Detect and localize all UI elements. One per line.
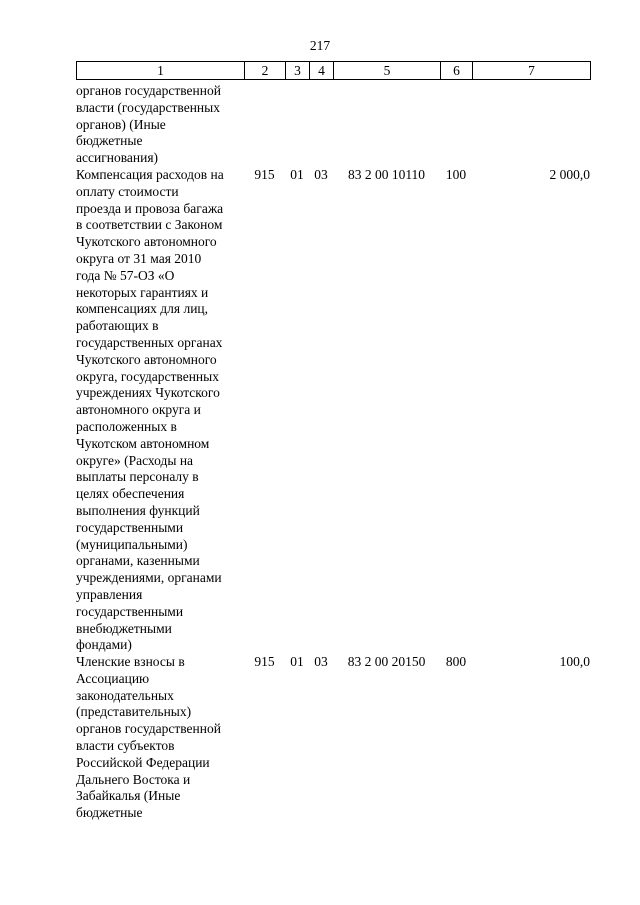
row-section: 01 [290,654,304,670]
row-ministry: 915 [254,166,275,182]
row-amount: 2 000,0 [549,166,590,182]
row-amount [472,83,590,167]
column-header-table [76,61,591,80]
column-header-4: 4 [310,62,334,80]
column-header-3: 3 [286,62,310,80]
row-description: Членские взносы в Ассоциацию законодательных (представительных) органов государственной власти субъектов Российской Федерации Дальнего Востока и Забайкалья (Иные бюджетные [76,654,221,821]
row-expense-type [440,83,472,167]
row-expense-type: 800 [445,654,467,670]
row-description: органов государственной власти (государственных органов) (Иные бюджетные ассигнования) [76,83,221,166]
row-expense-type: 100 [445,166,467,182]
column-header-2: 2 [245,62,286,80]
budget-table [76,83,590,822]
row-subsection [309,83,333,167]
column-header-7: 7 [473,62,591,80]
column-header-5: 5 [334,62,441,80]
row-subsection: 03 [314,166,328,182]
row-ministry [244,83,285,167]
row-amount: 100,0 [559,654,590,670]
row-target-article: 83 2 00 20150 [347,654,426,670]
column-header-1: 1 [77,62,245,80]
row-description: Компенсация расходов на оплату стоимости проезда и провоза багажа в соответствии с Законом Чукотского автономного округа от 31 мая 2010 года № 57-ОЗ «О некоторых гарантиях и компенсациях для лиц, работающих в государственных органах Чукотского автономного округа, государственных учреждениях Чукотского автономного округа и расположенных в Чукотском автономном округе» (Расходы на выплаты персоналу в целях обеспечения выполнения функций государственными (муниципальными) органами, казенными учреждениями, органами управления государственными внебюджетными фондами) [76,166,224,653]
table-row [76,654,590,822]
table-row [76,83,590,167]
row-section: 01 [290,166,304,182]
column-header-6: 6 [441,62,473,80]
row-section [285,83,309,167]
row-subsection: 03 [314,654,328,670]
table-row [76,167,590,654]
row-target-article [333,83,440,167]
row-target-article: 83 2 00 10110 [347,166,426,182]
row-ministry: 915 [254,654,275,670]
page-number: 217 [309,38,331,53]
column-header-row [77,62,591,80]
